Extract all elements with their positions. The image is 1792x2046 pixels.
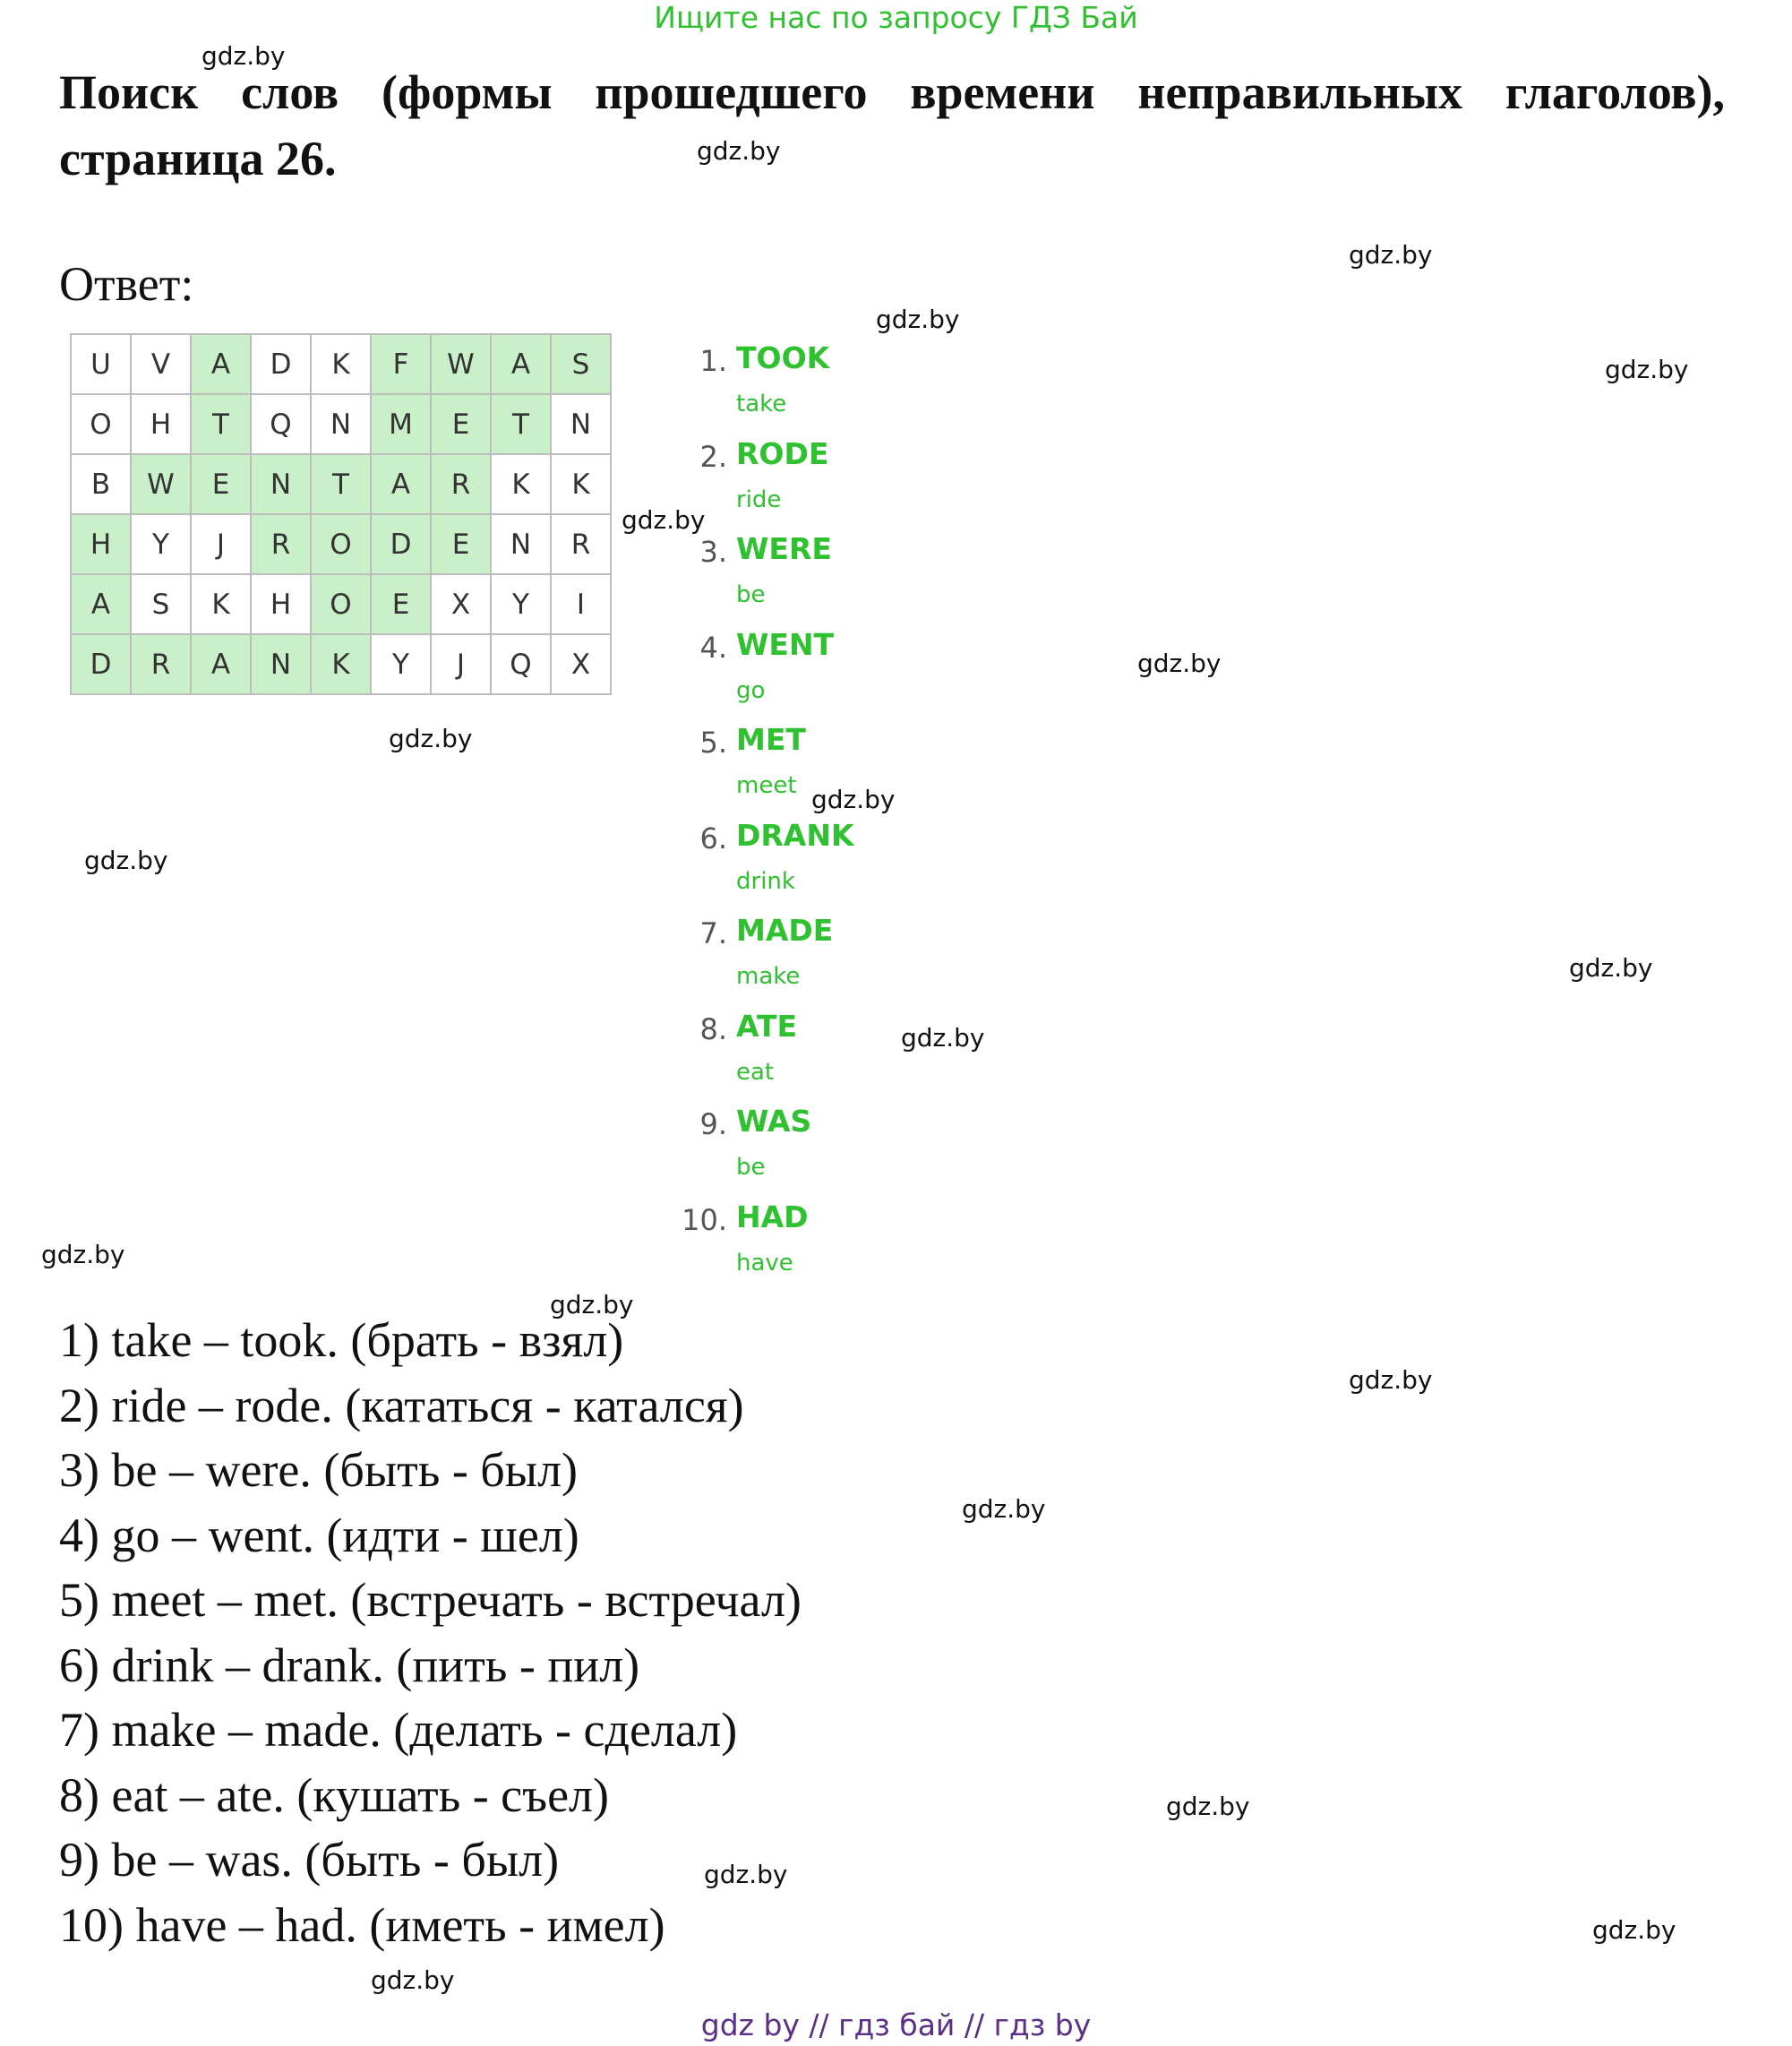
watermark: gdz.by bbox=[1592, 1915, 1676, 1945]
grid-cell: O bbox=[312, 515, 372, 575]
grid-cell: N bbox=[252, 455, 312, 515]
grid-cell: Q bbox=[492, 635, 552, 695]
grid-cell: R bbox=[552, 515, 612, 575]
word-number: 9. bbox=[699, 1107, 727, 1141]
word-number: 3. bbox=[699, 535, 727, 569]
grid-cell: K bbox=[312, 335, 372, 395]
word-number: 4. bbox=[699, 630, 727, 665]
word-past-form: DRANK bbox=[736, 817, 854, 853]
grid-cell: E bbox=[432, 515, 492, 575]
word-past-form: WAS bbox=[736, 1104, 812, 1139]
grid-cell: F bbox=[372, 335, 432, 395]
grid-cell: A bbox=[192, 635, 252, 695]
grid-cell: T bbox=[312, 455, 372, 515]
grid-cell: E bbox=[432, 395, 492, 455]
grid-cell: J bbox=[432, 635, 492, 695]
grid-cell: J bbox=[192, 515, 252, 575]
grid-cell: W bbox=[132, 455, 192, 515]
word-base-form: ride bbox=[736, 486, 782, 513]
watermark: gdz.by bbox=[389, 724, 473, 753]
watermark: gdz.by bbox=[704, 1860, 788, 1889]
grid-cell: N bbox=[552, 395, 612, 455]
word-number: 8. bbox=[699, 1011, 727, 1046]
watermark: gdz.by bbox=[84, 846, 168, 875]
word-past-form: RODE bbox=[736, 435, 829, 471]
grid-cell: N bbox=[492, 515, 552, 575]
answer-line: 3) be – were. (быть - был) bbox=[59, 1443, 578, 1497]
grid-cell: B bbox=[72, 455, 132, 515]
grid-cell: A bbox=[372, 455, 432, 515]
grid-cell: X bbox=[432, 575, 492, 635]
word-past-form: TOOK bbox=[736, 340, 830, 375]
word-past-form: MET bbox=[736, 722, 806, 757]
word-number: 6. bbox=[699, 821, 727, 855]
watermark: gdz.by bbox=[962, 1494, 1046, 1524]
watermark: gdz.by bbox=[811, 785, 896, 814]
watermark: gdz.by bbox=[876, 305, 960, 334]
grid-cell: A bbox=[192, 335, 252, 395]
word-base-form: be bbox=[736, 581, 766, 608]
word-base-form: meet bbox=[736, 772, 797, 799]
grid-cell: Y bbox=[132, 515, 192, 575]
grid-cell: Q bbox=[252, 395, 312, 455]
word-past-form: WERE bbox=[736, 531, 832, 566]
grid-cell: S bbox=[132, 575, 192, 635]
grid-cell: W bbox=[432, 335, 492, 395]
answer-line: 4) go – went. (идти - шел) bbox=[59, 1508, 579, 1562]
word-search-grid bbox=[70, 333, 612, 695]
grid-cell: H bbox=[132, 395, 192, 455]
answer-line: 8) eat – ate. (кушать - съел) bbox=[59, 1767, 609, 1822]
watermark: gdz.by bbox=[1349, 1365, 1433, 1395]
grid-cell: K bbox=[552, 455, 612, 515]
grid-cell: U bbox=[72, 335, 132, 395]
watermark: gdz.by bbox=[1166, 1792, 1250, 1821]
word-base-form: go bbox=[736, 676, 766, 704]
word-base-form: make bbox=[736, 963, 801, 990]
grid-cell: K bbox=[312, 635, 372, 695]
watermark: gdz.by bbox=[622, 505, 706, 535]
top-banner[interactable]: Ищите нас по запросу ГДЗ Бай bbox=[654, 0, 1138, 35]
answer-line: 10) have – had. (иметь - имел) bbox=[59, 1897, 665, 1952]
word-number: 7. bbox=[699, 916, 727, 950]
watermark: gdz.by bbox=[41, 1240, 125, 1269]
watermark: gdz.by bbox=[1137, 649, 1222, 678]
grid-cell: T bbox=[192, 395, 252, 455]
grid-cell: A bbox=[492, 335, 552, 395]
grid-cell: Y bbox=[372, 635, 432, 695]
grid-cell: X bbox=[552, 635, 612, 695]
word-number: 10. bbox=[682, 1202, 727, 1237]
watermark: gdz.by bbox=[901, 1023, 985, 1053]
grid-cell: T bbox=[492, 395, 552, 455]
word-past-form: ATE bbox=[736, 1008, 798, 1044]
grid-cell: H bbox=[72, 515, 132, 575]
grid-cell: K bbox=[492, 455, 552, 515]
watermark: gdz.by bbox=[697, 136, 781, 166]
answer-line: 7) make – made. (делать - сделал) bbox=[59, 1703, 738, 1757]
word-base-form: drink bbox=[736, 867, 795, 895]
watermark: gdz.by bbox=[1349, 240, 1433, 270]
grid-cell: V bbox=[132, 335, 192, 395]
watermark: gdz.by bbox=[371, 1965, 455, 1995]
word-base-form: eat bbox=[736, 1058, 775, 1086]
grid-cell: H bbox=[252, 575, 312, 635]
word-base-form: take bbox=[736, 391, 787, 417]
grid-cell: S bbox=[552, 335, 612, 395]
grid-cell: K bbox=[192, 575, 252, 635]
word-base-form: be bbox=[736, 1154, 766, 1181]
footer-links[interactable]: gdz by // гдз бай // гдз by bbox=[700, 2007, 1092, 2042]
grid-cell: D bbox=[372, 515, 432, 575]
grid-cell: R bbox=[132, 635, 192, 695]
page-title: Поиск слов (формы прошедшего времени неправильных глаголов), страница 26. bbox=[59, 65, 1725, 185]
word-base-form: have bbox=[736, 1249, 793, 1277]
word-number: 1. bbox=[699, 344, 727, 378]
grid-cell: Y bbox=[492, 575, 552, 635]
answer-line: 9) be – was. (быть - был) bbox=[59, 1833, 560, 1887]
watermark: gdz.by bbox=[1569, 953, 1653, 983]
word-past-form: WENT bbox=[736, 626, 835, 662]
grid-cell: I bbox=[552, 575, 612, 635]
grid-cell: D bbox=[72, 635, 132, 695]
watermark: gdz.by bbox=[201, 41, 286, 71]
grid-cell: M bbox=[372, 395, 432, 455]
watermark: gdz.by bbox=[550, 1290, 634, 1320]
grid-cell: R bbox=[252, 515, 312, 575]
word-number: 5. bbox=[699, 726, 727, 760]
answer-list bbox=[59, 1308, 802, 1957]
grid-cell: D bbox=[252, 335, 312, 395]
watermark: gdz.by bbox=[1605, 355, 1689, 384]
answer-line: 1) take – took. (брать - взял) bbox=[59, 1313, 624, 1367]
grid-cell: E bbox=[192, 455, 252, 515]
answer-line: 5) meet – met. (встречать - встречал) bbox=[59, 1573, 802, 1627]
grid-cell: N bbox=[252, 635, 312, 695]
grid-cell: A bbox=[72, 575, 132, 635]
word-past-form: MADE bbox=[736, 913, 834, 948]
answer-line: 2) ride – rode. (кататься - катался) bbox=[59, 1378, 744, 1432]
grid-cell: O bbox=[312, 575, 372, 635]
grid-cell: E bbox=[372, 575, 432, 635]
grid-cell: O bbox=[72, 395, 132, 455]
answer-label: Ответ: bbox=[59, 257, 194, 311]
word-past-form: HAD bbox=[736, 1199, 809, 1234]
grid-cell: R bbox=[432, 455, 492, 515]
grid-cell: N bbox=[312, 395, 372, 455]
answer-line: 6) drink – drank. (пить - пил) bbox=[59, 1638, 640, 1692]
word-number: 2. bbox=[699, 439, 727, 474]
